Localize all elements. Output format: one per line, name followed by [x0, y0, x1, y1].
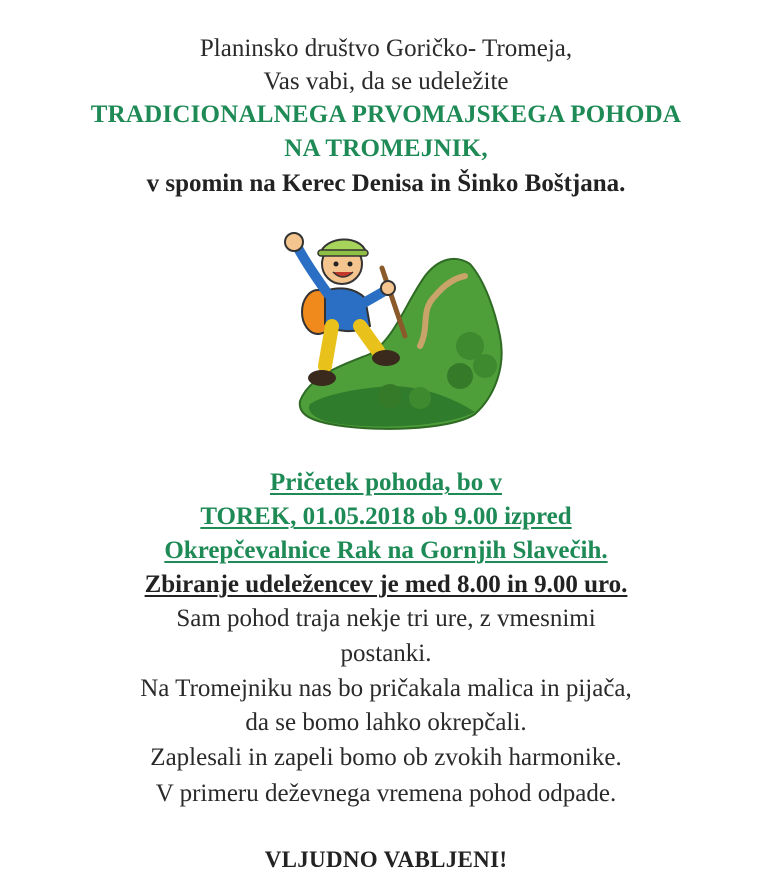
body-line-4: da se bomo lahko okrepčali. [245, 709, 527, 736]
event-title-line1: TRADICIONALNEGA PRVOMAJSKEGA POHODA [90, 101, 682, 128]
start-info-line2: TOREK, 01.05.2018 ob 9.00 izpred [200, 503, 572, 530]
body-line-3: Na Tromejniku nas bo pričakala malica in pijača, [140, 675, 632, 702]
body-line-1: Sam pohod traja nekje tri ure, z vmesnimi [176, 605, 596, 632]
hiker-on-hill-icon [270, 226, 508, 434]
body-line-2: postanki. [340, 640, 432, 667]
invitation-line: Vas vabi, da se udeležite [263, 68, 509, 95]
body-line-5: Zaplesali in zapeli bomo ob zvokih harmonike. [150, 744, 622, 771]
gathering-time-line: Zbiranje udeležencev je med 8.00 in 9.00 uro. [144, 571, 628, 598]
start-info-line3: Okrepčevalnice Rak na Gornjih Slavečih. [164, 537, 608, 564]
event-title-line2: NA TROMEJNIK, [284, 135, 488, 162]
closing-line: VLJUDNO VABLJENI! [264, 847, 508, 872]
body-line-6: V primeru deževnega vremena pohod odpade. [155, 780, 617, 807]
organizer-line: Planinsko društvo Goričko- Tromeja, [199, 35, 573, 62]
start-info-line1: Pričetek pohoda, bo v [270, 469, 502, 496]
memorial-line: v spomin na Kerec Denisa in Šinko Boštjana. [146, 170, 626, 197]
